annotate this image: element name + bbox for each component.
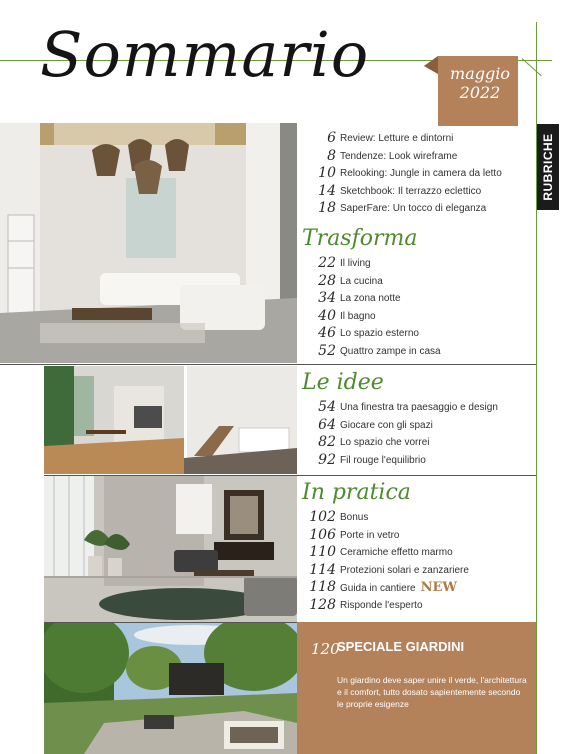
- issue-date: [442, 64, 518, 102]
- toc-item[interactable]: 28 La cucina: [318, 272, 383, 289]
- page-title: Sommario: [40, 18, 370, 91]
- toc-item[interactable]: 110 Ceramiche effetto marmo: [309, 544, 453, 561]
- issue-date-ribbon: [424, 56, 518, 126]
- toc-item[interactable]: 8 Tendenze: Look wireframe: [327, 147, 458, 164]
- toc-item[interactable]: 114 Protezioni solari e zanzariere: [309, 561, 469, 578]
- photo-classic-living: [44, 476, 297, 622]
- photo-interiors: [44, 366, 297, 474]
- toc-item[interactable]: 46 Lo spazio esterno: [318, 325, 419, 342]
- toc-item[interactable]: 22 Il living: [318, 255, 371, 271]
- photo-living-room: [0, 123, 297, 363]
- trasforma-list: [298, 255, 534, 361]
- section-title-in-pratica: In pratica: [302, 480, 411, 505]
- toc-item[interactable]: 10 Relooking: Jungle in camera da letto: [318, 165, 502, 182]
- speciale-page-number: 120: [311, 640, 340, 658]
- toc-item[interactable]: 54 Una finestra tra paesaggio e design: [318, 399, 498, 415]
- toc-item[interactable]: 82 Lo spazio che vorrei: [318, 434, 430, 451]
- toc-item[interactable]: 18 SaperFare: Un tocco di eleganza: [318, 200, 487, 217]
- toc-item[interactable]: 118 Guida in cantiere NEW: [309, 579, 458, 596]
- toc-item[interactable]: 34 La zona notte: [318, 290, 401, 307]
- issue-month: maggio: [450, 64, 510, 83]
- photo-garden: [44, 623, 297, 754]
- issue-year: 2022: [459, 83, 501, 102]
- speciale-giardini-box[interactable]: [297, 622, 536, 754]
- toc-item[interactable]: 92 Fil rouge l'equilibrio: [318, 451, 426, 468]
- rubriche-list: [298, 130, 534, 218]
- toc-item[interactable]: 106 Porte in vetro: [309, 526, 400, 543]
- rubriche-tab-label: RUBRICHE: [541, 133, 555, 201]
- toc-item-label: Guida in cantiere: [340, 583, 416, 595]
- divider: [0, 364, 536, 365]
- speciale-description: Un giardino deve saper unire il verde, l'architettura e il comfort, tutto dosato sapientemente secondo le proprie esigenze: [337, 675, 527, 709]
- section-title-le-idee: Le idee: [302, 370, 384, 395]
- speciale-title: SPECIALE GIARDINI: [337, 639, 465, 654]
- section-title-trasforma: Trasforma: [302, 226, 418, 251]
- toc-item[interactable]: 64 Giocare con gli spazi: [318, 416, 433, 433]
- toc-item[interactable]: 128 Risponde l'esperto: [309, 596, 423, 613]
- toc-item[interactable]: 6 Review: Letture e dintorni: [327, 130, 454, 146]
- toc-item[interactable]: 40 Il bagno: [318, 307, 376, 324]
- toc-item[interactable]: 14 Sketchbook: Il terrazzo eclettico: [318, 182, 482, 199]
- toc-item[interactable]: 52 Quattro zampe in casa: [318, 342, 441, 359]
- le-idee-list: [298, 399, 534, 469]
- in-pratica-list: [298, 509, 534, 615]
- toc-item[interactable]: 102 Bonus: [309, 509, 369, 525]
- rubriche-tab: [537, 124, 559, 210]
- new-badge: NEW: [420, 580, 458, 596]
